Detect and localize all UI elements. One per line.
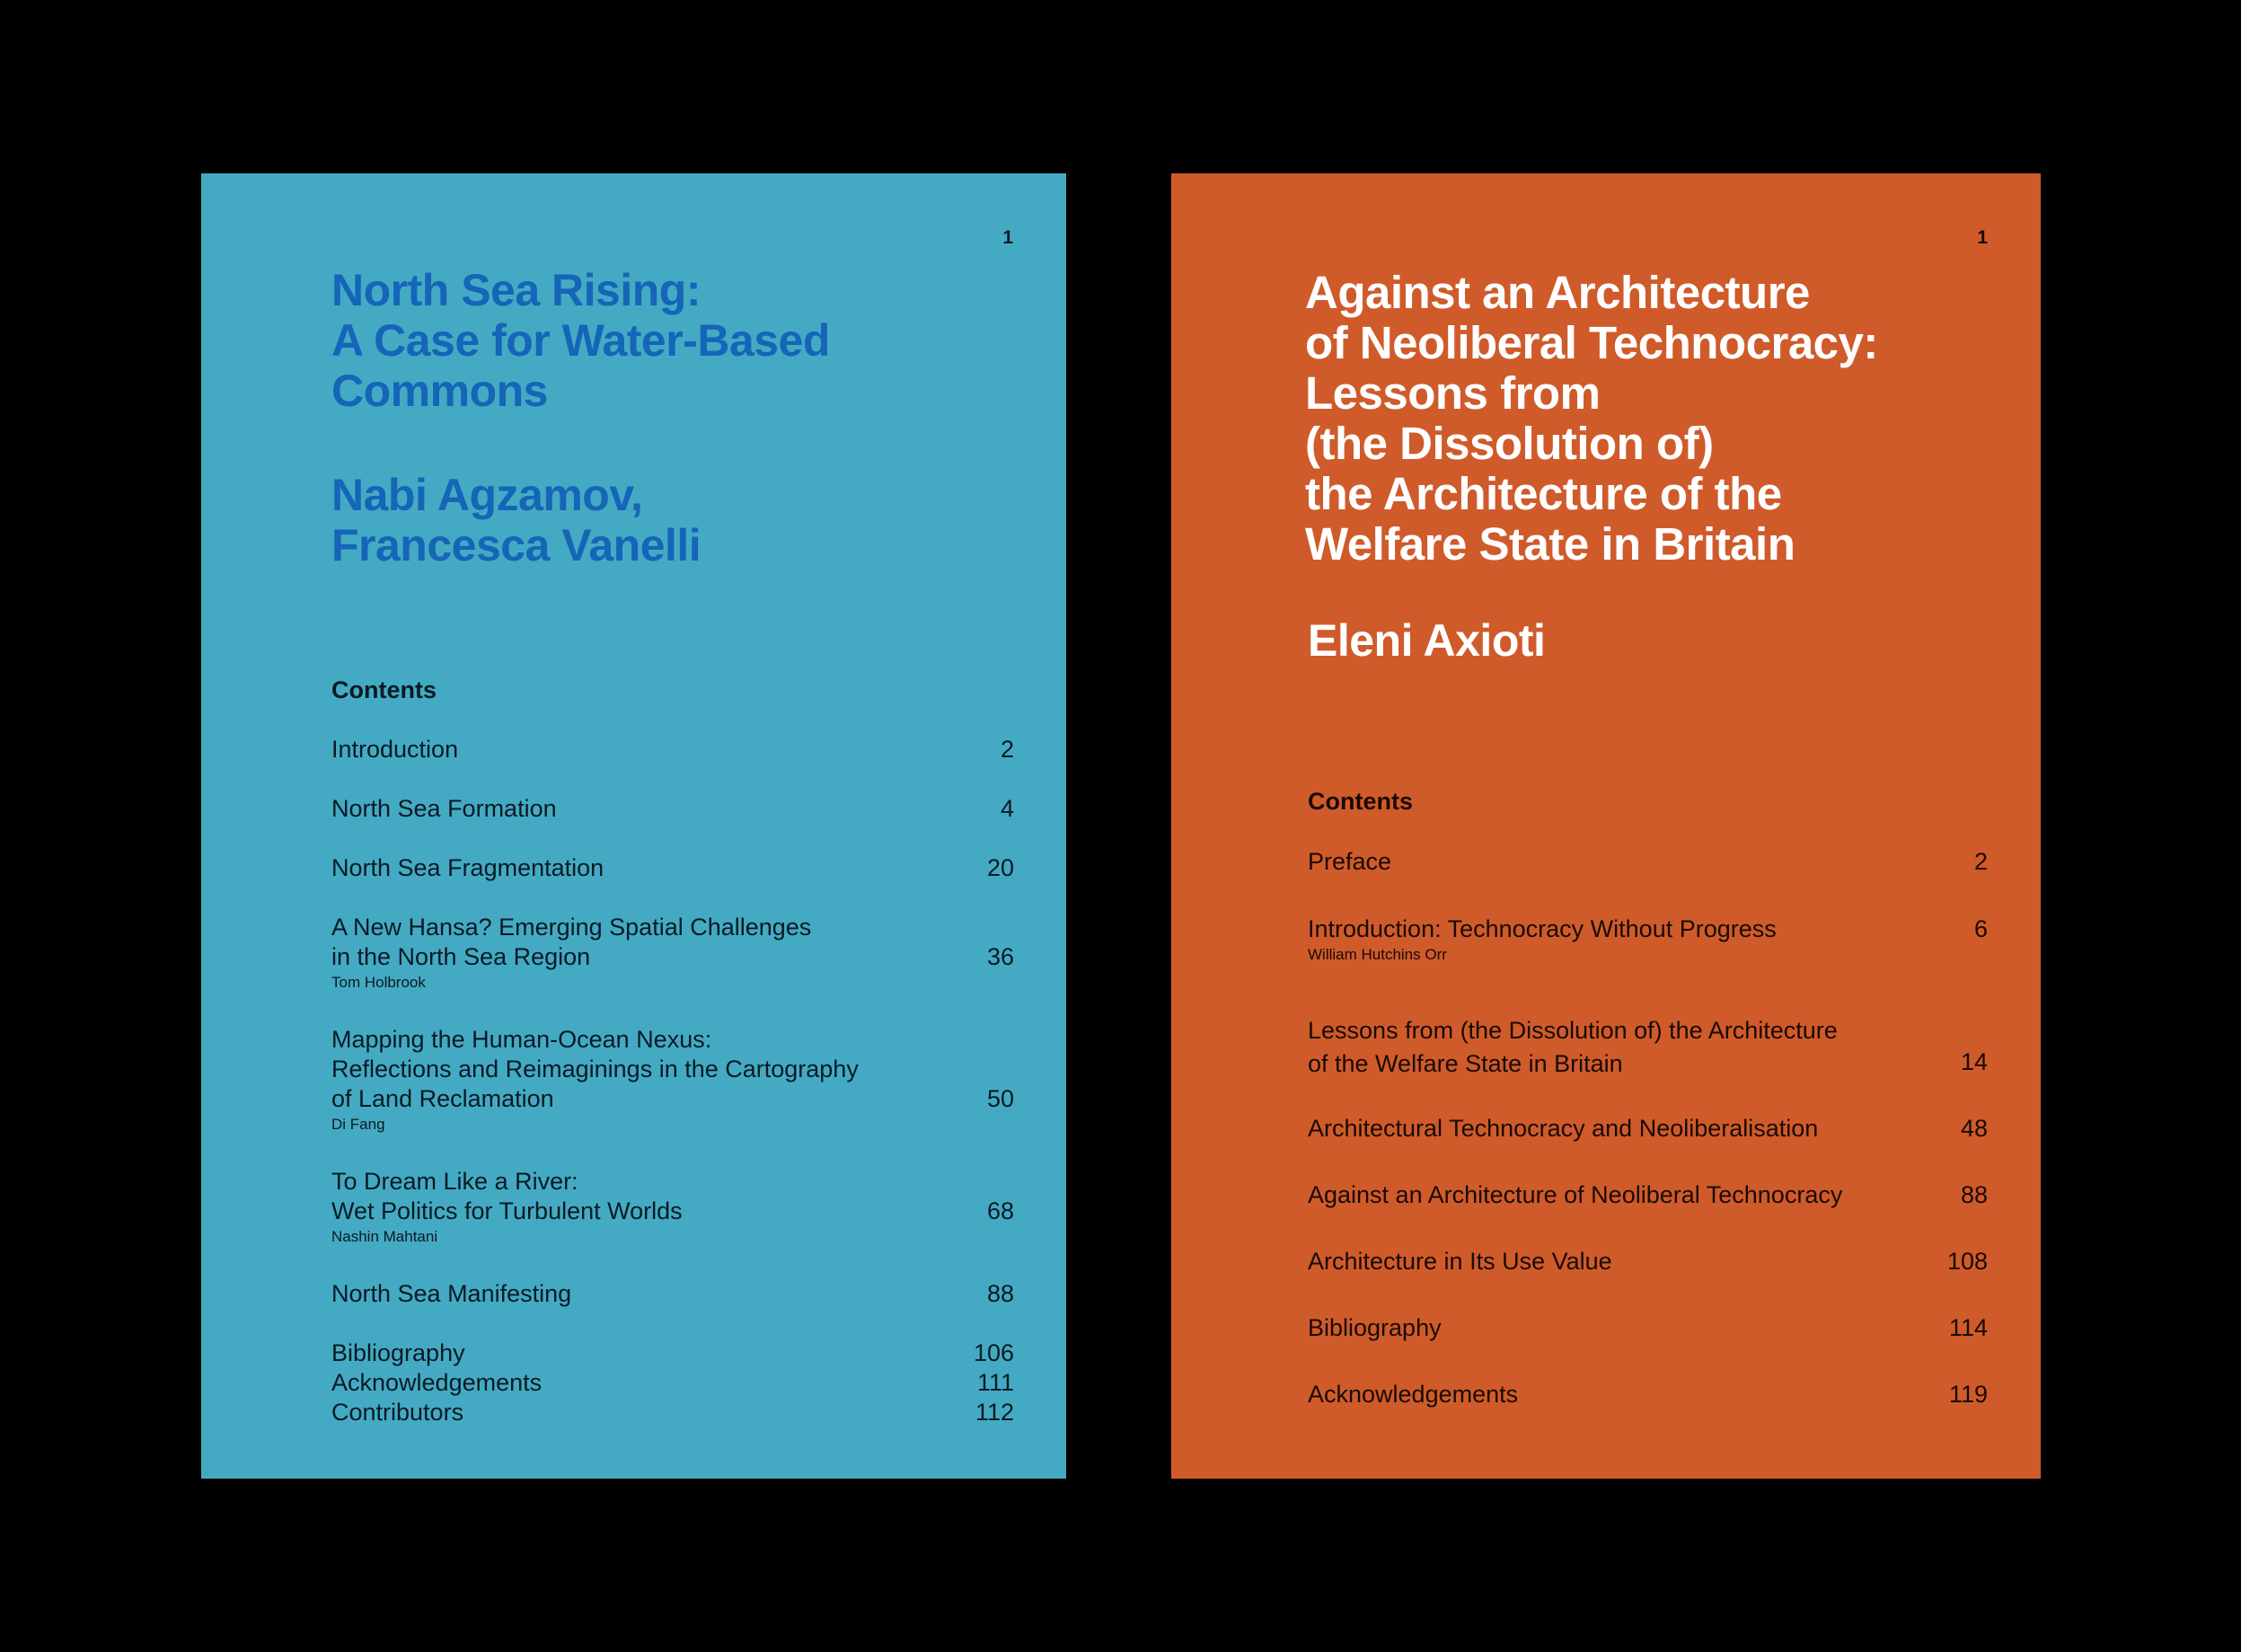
contents-heading: Contents — [1308, 788, 1413, 815]
toc-entry-page: 2 — [1973, 848, 1988, 875]
toc-entry-title: North Sea Manifesting — [331, 1280, 572, 1307]
toc-entry-page: 2 — [1000, 736, 1014, 763]
toc-entry-manifesting — [331, 1279, 1014, 1309]
toc-entry-bibliography — [1308, 1313, 1988, 1343]
toc-entry-lessons — [1308, 1014, 1988, 1081]
toc-entry-against — [1308, 1180, 1988, 1210]
toc-entry-page: 106 — [973, 1339, 1014, 1366]
page-number: 1 — [1977, 227, 1988, 248]
toc-entry-page: 48 — [1960, 1115, 1988, 1142]
book-page-right — [1171, 173, 2041, 1479]
toc-entry-title: Mapping the Human-Ocean Nexus: Reflections and Reimaginings in the Cartography of Land Reclamation — [331, 1026, 859, 1112]
toc-entry-author: Tom Holbrook — [331, 974, 426, 991]
toc-entry-author: Nashin Mahtani — [331, 1228, 438, 1245]
toc-entry-title: North Sea Fragmentation — [331, 854, 604, 881]
toc-entry-page: 112 — [975, 1399, 1014, 1426]
toc-entry-title: Preface — [1308, 848, 1392, 875]
toc-entry-page: 88 — [986, 1280, 1014, 1307]
toc-entry-page: 68 — [986, 1197, 1014, 1224]
toc-entry-author: Di Fang — [331, 1116, 385, 1133]
toc-entry-title: To Dream Like a River: Wet Politics for Turbulent Worlds — [331, 1168, 683, 1224]
page-number: 1 — [1002, 227, 1013, 248]
toc-entry-page: 36 — [986, 943, 1014, 970]
toc-entry-title: North Sea Formation — [331, 795, 557, 822]
toc-entry-mapping — [331, 1025, 1014, 1134]
toc-entry-title: Bibliography — [331, 1339, 465, 1366]
toc-entry-bibliography — [331, 1338, 1014, 1368]
toc-entry-acknowledgements — [1308, 1380, 1988, 1409]
toc-entry-title: Architectural Technocracy and Neoliberalisation — [1308, 1115, 1819, 1142]
toc-entry-title: A New Hansa? Emerging Spatial Challenges in the North Sea Region — [331, 914, 812, 970]
toc-entry-fragmentation — [331, 853, 1014, 883]
toc-entry-new-hansa — [331, 913, 1014, 992]
toc-entry-page: 6 — [1973, 915, 1988, 942]
toc-entry-page: 50 — [986, 1085, 1014, 1112]
toc-entry-title: Introduction — [331, 736, 459, 763]
toc-entry-page: 88 — [1960, 1181, 1988, 1208]
toc-entry-page: 119 — [1948, 1381, 1988, 1408]
book-page-left — [201, 173, 1066, 1479]
toc-entry-title: Contributors — [331, 1399, 464, 1426]
toc-entry-page: 108 — [1946, 1248, 1988, 1275]
toc-entry-page: 4 — [1000, 795, 1014, 822]
toc-entry-dream-river — [331, 1167, 1014, 1246]
toc-entry-page: 20 — [986, 854, 1014, 881]
toc-entry-page: 14 — [1960, 1048, 1988, 1075]
toc-entry-page: 114 — [1948, 1314, 1988, 1341]
book-title: North Sea Rising: A Case for Water-Based Commons — [331, 265, 830, 416]
toc-entry-title: Against an Architecture of Neoliberal Technocracy — [1308, 1181, 1843, 1208]
toc-entry-formation — [331, 794, 1014, 824]
contents-heading: Contents — [331, 676, 437, 703]
book-authors: Eleni Axioti — [1308, 615, 1546, 666]
toc-entry-technocracy — [1308, 1114, 1988, 1144]
toc-entry-use-value — [1308, 1247, 1988, 1277]
toc-entry-author: William Hutchins Orr — [1308, 946, 1447, 963]
toc-entry-page: 111 — [976, 1369, 1014, 1396]
toc-entry-preface — [1308, 847, 1988, 877]
book-title: Against an Architecture of Neoliberal Technocracy: Lessons from (the Dissolution of) the Architecture of the Welfare State in Britain — [1305, 267, 1878, 570]
toc-entry-title: Acknowledgements — [1308, 1381, 1519, 1408]
toc-entry-acknowledgements — [331, 1368, 1014, 1398]
toc-entry-title: Architecture in Its Use Value — [1308, 1248, 1612, 1275]
toc-entry-contributors — [331, 1398, 1014, 1427]
toc-entry-introduction — [331, 735, 1014, 764]
toc-entry-title: Bibliography — [1308, 1314, 1442, 1341]
toc-entry-introduction — [1308, 914, 1988, 964]
toc-entry-title: Introduction: Technocracy Without Progress — [1308, 915, 1777, 942]
book-authors: Nabi Agzamov, Francesca Vanelli — [331, 470, 701, 570]
toc-entry-title: Lessons from (the Dissolution of) the Architecture of the Welfare State in Britain — [1308, 1017, 1838, 1077]
toc-entry-title: Acknowledgements — [331, 1369, 543, 1396]
